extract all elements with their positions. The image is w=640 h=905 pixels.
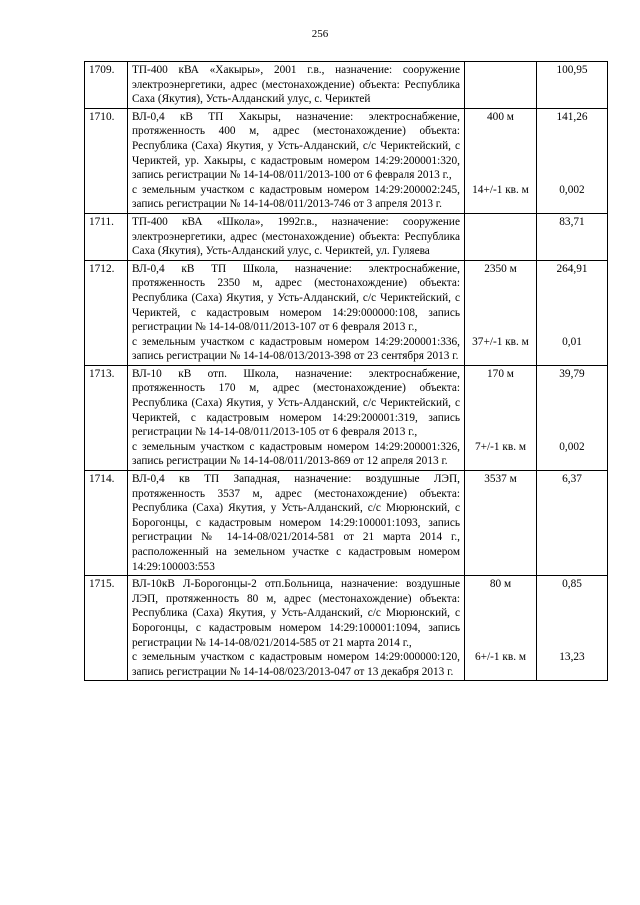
object-description-cell bbox=[128, 213, 465, 260]
object-description-cell bbox=[128, 471, 465, 576]
size-cell bbox=[465, 108, 537, 213]
object-description-cell bbox=[128, 260, 465, 365]
object-description-cell bbox=[128, 108, 465, 213]
row-number: 1709. bbox=[85, 62, 128, 109]
object-description: с земельным участком с кадастровым номером 14:29:200001:336, запись регистрации № 14-14-08/013/2013-398 от 23 сентября 2013 г. bbox=[132, 335, 460, 363]
object-size: 37+/-1 кв. м bbox=[472, 335, 529, 348]
object-size: 7+/-1 кв. м bbox=[474, 440, 526, 453]
object-value: 0,85 bbox=[562, 578, 582, 591]
object-description-cell bbox=[128, 62, 465, 109]
object-size: 3537 м bbox=[484, 473, 517, 486]
object-size: 6+/-1 кв. м bbox=[474, 651, 526, 664]
object-value: 0,01 bbox=[562, 335, 582, 348]
size-cell bbox=[465, 62, 537, 109]
object-size: 2350 м bbox=[484, 262, 517, 275]
size-cell bbox=[465, 260, 537, 365]
object-description: ВЛ-10кВ Л-Борогонцы-2 отп.Больница, назначение: воздушные ЛЭП, протяженность 80 м, адрес (местонахождение) объекта: Республика (Саха) Якутия, у Усть-Алданский, с/с Мюрюнский, с Борогонцы, с кадастровым номером 14:29:100001:1094, запись регистрации № 14-14-08/021/2014-585 от 21 марта 2014 г., bbox=[132, 578, 460, 649]
object-description: ТП-400 кВА «Школа», 1992г.в., назначение: сооружение электроэнергетики, адрес (местонахождение) объекта: Республика Саха (Якутия), Усть-Алданский улус, с. Чериктей, ул. Гуляева bbox=[132, 215, 460, 258]
object-description: ТП-400 кВА «Хакыры», 2001 г.в., назначение: сооружение электроэнергетики, адрес (местонахождение) объекта: Республика Саха (Якутия), Усть-Алданский улус, с. Чериктей bbox=[132, 64, 460, 106]
table-row bbox=[85, 576, 608, 681]
object-value: 0,002 bbox=[559, 183, 585, 196]
object-description: с земельным участком с кадастровым номером 14:29:200001:326, запись регистрации № 14-14-08/011/2013-869 от 12 апреля 2013 г. bbox=[132, 440, 460, 468]
object-description: ВЛ-0,4 кВ ТП Школа, назначение: электроснабжение, протяженность 2350 м, адрес (местонахождение) объекта: Республика (Саха) Якутия, у Усть-Алданский, с/с Чериктейский, с Чериктей, с кадастровым номером 14:29:000000:108, запись регистрации № 14-14-08/011/2013-107 от 6 февраля 2013 г., bbox=[132, 262, 460, 334]
table-row bbox=[85, 365, 608, 470]
page-number: 256 bbox=[311, 28, 329, 40]
object-description: ВЛ-0,4 кв ТП Западная, назначение: воздушные ЛЭП, протяженность 3537 м, адрес (местонахождение) объекта: Республика (Саха) Якутия, у Усть-Алданский, с/с Мюрюнский, с Борогонцы, с кадастровым номером 14:29:100001:1093, запись регистрации № 14-14-08/021/2014-581 от 21 марта 2014 г., расположенный на земельном участке с кадастровым номером 14:29:100003:553 bbox=[132, 473, 460, 573]
row-number: 1715. bbox=[85, 576, 128, 681]
table-row bbox=[85, 108, 608, 213]
value-cell bbox=[537, 213, 608, 260]
object-value: 141,26 bbox=[556, 110, 588, 123]
object-size: 170 м bbox=[487, 367, 514, 380]
value-cell bbox=[537, 576, 608, 681]
size-cell bbox=[465, 213, 537, 260]
object-description-cell bbox=[128, 365, 465, 470]
table-row bbox=[85, 471, 608, 576]
table-row bbox=[85, 260, 608, 365]
row-number: 1712. bbox=[85, 260, 128, 365]
property-table bbox=[84, 61, 608, 681]
table-row bbox=[85, 213, 608, 260]
value-cell bbox=[537, 471, 608, 576]
object-size: 80 м bbox=[489, 578, 512, 591]
row-number: 1714. bbox=[85, 471, 128, 576]
row-number: 1711. bbox=[85, 213, 128, 260]
object-description-cell bbox=[128, 576, 465, 681]
object-value: 6,37 bbox=[562, 473, 582, 486]
object-description: с земельным участком с кадастровым номером 14:29:000000:120, запись регистрации № 14-14-08/023/2013-047 от 13 декабря 2013 г. bbox=[132, 651, 460, 678]
object-description: ВЛ-10 кВ отп. Школа, назначение: электроснабжение, протяженность 170 м, адрес (местонахождение) объекта: Республика (Саха) Якутия, у Усть-Алданский, с/с Чериктейский, с Чериктей, с кадастровым номером 14:29:200001:319, запись регистрации № 14-14-08/011/2013-105 от 6 февраля 2013 г., bbox=[132, 367, 460, 439]
size-cell bbox=[465, 576, 537, 681]
value-cell bbox=[537, 365, 608, 470]
object-description: ВЛ-0,4 кВ ТП Хакыры, назначение: электроснабжение, протяженность 400 м, адрес (местонахождение) объекта: Республика (Саха) Якутия, у Усть-Алданский, с/с Чериктейский, с Чериктей, ур. Хакыры, с кадастровым номером 14:29:200001:320, запись регистрации № 14-14-08/011/2013-100 от 6 февраля 2013 г., bbox=[132, 110, 460, 182]
object-value: 264,91 bbox=[556, 262, 588, 275]
object-description: с земельным участком с кадастровым номером 14:29:200002:245, запись регистрации № 14-14-08/011/2013-746 от 3 апреля 2013 г. bbox=[132, 183, 460, 211]
size-cell bbox=[465, 365, 537, 470]
value-cell bbox=[537, 62, 608, 109]
object-value: 0,002 bbox=[559, 440, 585, 453]
object-value: 13,23 bbox=[559, 651, 585, 664]
value-cell bbox=[537, 260, 608, 365]
value-cell bbox=[537, 108, 608, 213]
object-size: 14+/-1 кв. м bbox=[472, 183, 529, 196]
object-value: 100,95 bbox=[556, 64, 588, 76]
object-value: 39,79 bbox=[559, 367, 585, 380]
row-number: 1710. bbox=[85, 108, 128, 213]
object-value: 83,71 bbox=[559, 215, 585, 228]
row-number: 1713. bbox=[85, 365, 128, 470]
table-row bbox=[85, 62, 608, 109]
property-table-body bbox=[85, 62, 608, 681]
object-size: 400 м bbox=[487, 110, 514, 123]
size-cell bbox=[465, 471, 537, 576]
